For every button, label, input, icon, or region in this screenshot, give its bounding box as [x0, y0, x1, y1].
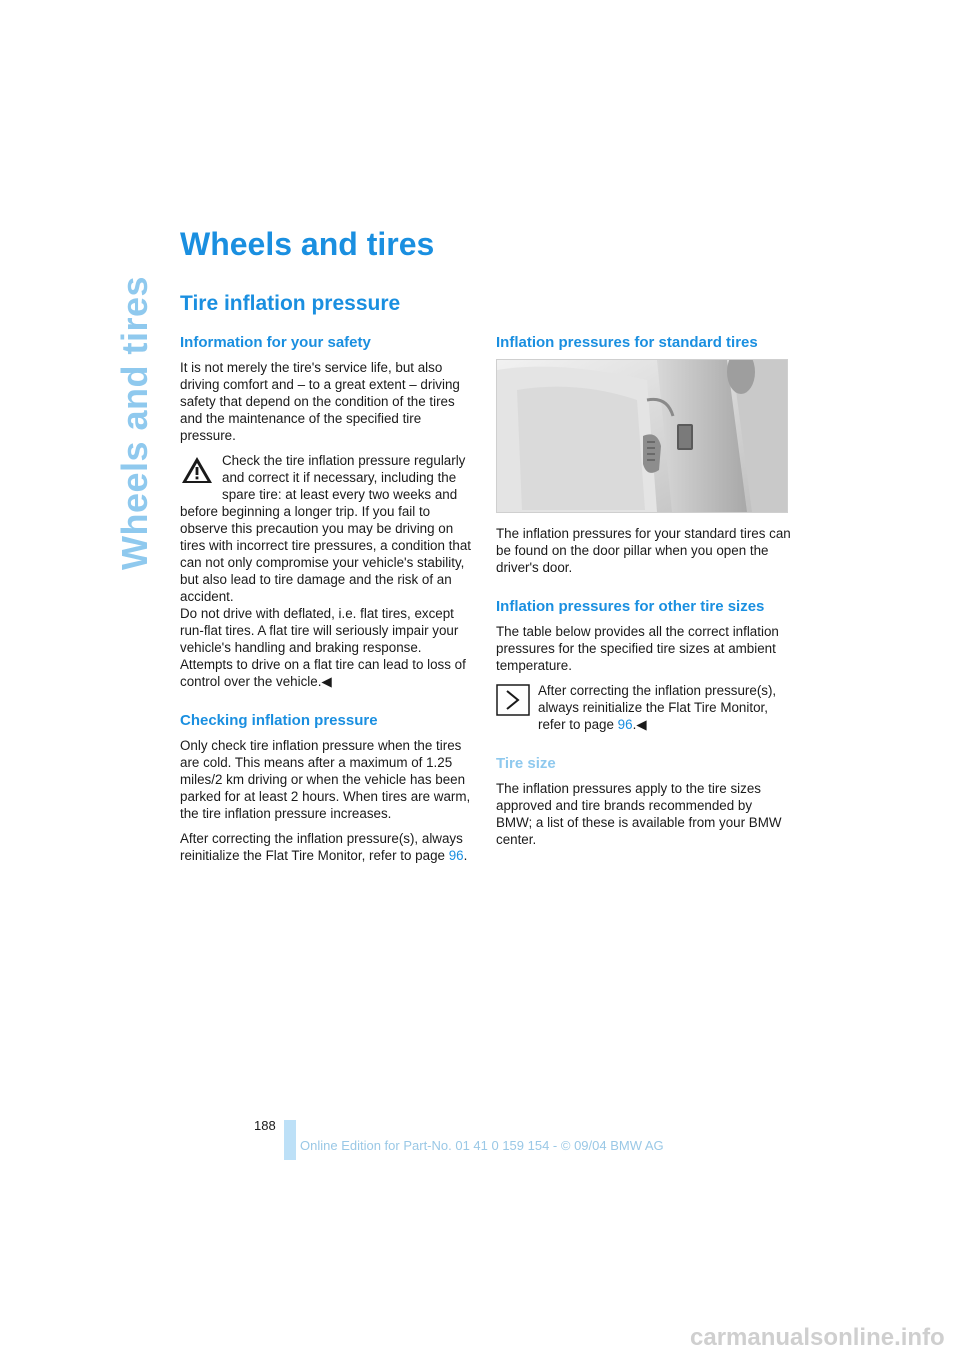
side-tab	[110, 230, 154, 570]
note-arrow-icon	[496, 684, 530, 716]
safety-heading: Information for your safety	[180, 334, 371, 351]
standard-text: The inflation pressures for your standard tires can be found on the door pillar when you open the driver's door.	[496, 526, 791, 575]
page-number: 188	[254, 1118, 276, 1133]
page-title: Wheels and tires	[180, 226, 435, 262]
other-heading: Inflation pressures for other tire sizes	[496, 598, 765, 615]
watermark: carmanualsonline.info	[690, 1324, 945, 1351]
warning-triangle-icon	[180, 454, 214, 486]
warning-text-2: Do not drive with deflated, i.e. flat tires, except run-flat tires. A flat tire will seriously impair your vehicle's handling and braking response. Attempts to drive on a flat tire can lead to loss of control over the vehicle.◀	[180, 606, 466, 689]
after-text	[180, 830, 475, 864]
footer-bar	[284, 1120, 296, 1160]
tire-size-text: The inflation pressures apply to the tire sizes approved and tire brands recommended by BMW; a list of these is available from your BMW center.	[496, 781, 782, 847]
note-block	[496, 682, 791, 733]
side-tab-label: Wheels and tires	[114, 275, 155, 570]
standard-heading: Inflation pressures for standard tires	[496, 334, 758, 351]
checking-heading: Checking inflation pressure	[180, 712, 378, 729]
note-text-body: After correcting the inflation pressure(s), always reinitialize the Flat Tire Monitor, refer to page	[538, 683, 777, 732]
section-title: Tire inflation pressure	[180, 292, 401, 315]
safety-intro: It is not merely the tire's service life, but also driving comfort and – to a great extent – driving safety that depend on the condition of the tires and the maintenance of the specified tire pressure.	[180, 360, 460, 443]
footer-edition: Online Edition for Part-No. 01 41 0 159 154 - © 09/04 BMW AG	[300, 1138, 664, 1153]
warning-text: Check the tire inflation pressure regularly and correct it if necessary, including the spare tire: at least every two weeks and before beginning a longer trip. If you fail to observe this precaution you may be driving on tires with incorrect tire pressures, a condition that can not only compromise your vehicle's stability, but also lead to tire damage and the risk of an accident.	[180, 453, 471, 604]
other-text: The table below provides all the correct inflation pressures for the specified tire sizes at ambient temperature.	[496, 624, 779, 673]
after-text-end: .	[463, 848, 468, 863]
checking-text: Only check tire inflation pressure when the tires are cold. This means after a maximum of 1.25 miles/2 km driving or when the vehicle has been parked for at least 2 hours. When tires are warm, the tire inflation pressure increases.	[180, 738, 471, 821]
tire-size-heading: Tire size	[496, 755, 556, 772]
warning-block	[180, 452, 475, 690]
after-text-body: After correcting the inflation pressure(s), always reinitialize the Flat Tire Monitor, refer to page	[180, 831, 463, 863]
note-text-end: .◀	[632, 717, 647, 732]
page-link[interactable]: 96	[448, 848, 464, 863]
door-pillar-photo	[496, 359, 788, 513]
right-column	[496, 334, 791, 856]
left-column	[180, 334, 475, 872]
page-link[interactable]: 96	[617, 717, 633, 732]
note-text	[496, 682, 791, 733]
door-pillar-illustration	[497, 360, 787, 512]
